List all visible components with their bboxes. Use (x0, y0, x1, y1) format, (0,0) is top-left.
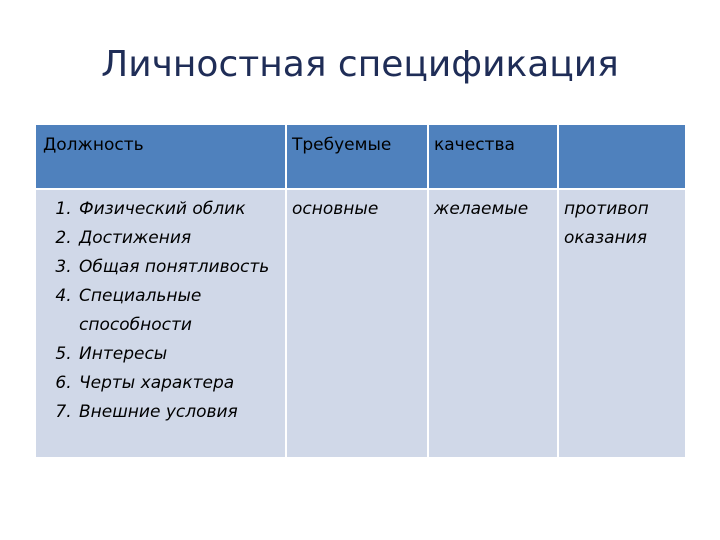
specification-table (36, 125, 685, 457)
contraindicated-qualities-cell (564, 195, 649, 253)
list-item: 1. Физический облик (77, 195, 285, 224)
list-item: 7. Внешние условия (77, 398, 285, 427)
column-divider (427, 125, 429, 457)
list-item: 2. Достижения (77, 224, 285, 253)
position-cell (36, 195, 285, 427)
contraindicated-line: оказания (564, 228, 647, 248)
column-divider (285, 125, 287, 457)
row-divider (36, 188, 685, 190)
list-item: 6. Черты характера (77, 369, 285, 398)
basic-qualities-cell: основные (292, 199, 379, 219)
list-item: 3. Общая понятливость (77, 253, 285, 282)
list-item: 5. Интересы (77, 340, 285, 369)
header-required: Требуемые (292, 135, 392, 155)
header-qualities: качества (434, 135, 515, 155)
contraindicated-line: противоп (564, 199, 649, 219)
header-position: Должность (43, 135, 144, 155)
desired-qualities-cell: желаемые (434, 199, 529, 219)
slide-title: Личностная спецификация (101, 44, 619, 85)
position-qualities-list (36, 195, 285, 427)
list-item: 4. Специальные способности (77, 282, 285, 340)
column-divider (557, 125, 559, 457)
